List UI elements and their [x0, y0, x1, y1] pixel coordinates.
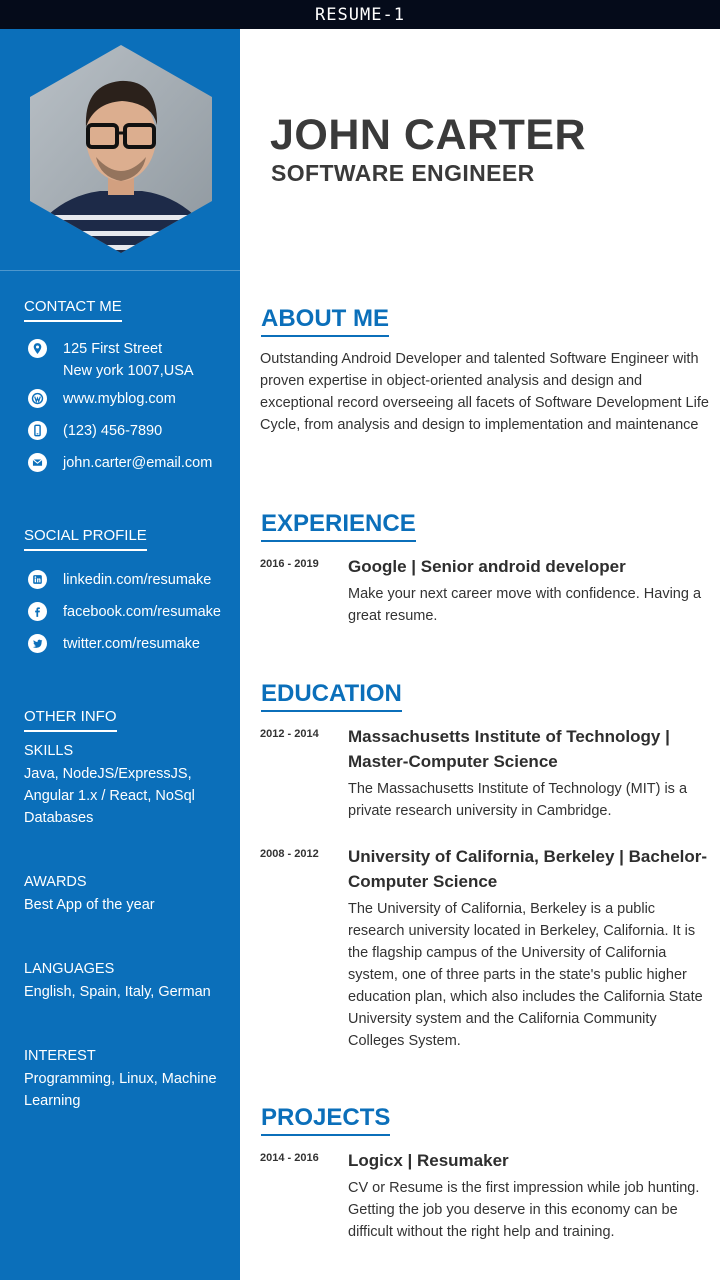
entry-title: Logicx | Resumaker: [348, 1151, 509, 1170]
awards-text: Best App of the year: [24, 897, 155, 913]
address-line-2: New york 1007,USA: [63, 363, 194, 379]
entry-years: 2014 - 2016: [260, 1152, 319, 1164]
projects-heading: PROJECTS: [261, 1104, 390, 1136]
awards-title: AWARDS: [24, 874, 87, 890]
address-line-1: 125 First Street: [63, 341, 163, 357]
social-linkedin[interactable]: [28, 569, 211, 591]
contact-phone: [28, 420, 162, 442]
social-twitter[interactable]: [28, 633, 200, 655]
sidebar-divider: [0, 270, 240, 271]
contact-email[interactable]: [28, 452, 212, 474]
entry-description: Make your next career move with confidence. Having a great resume.: [348, 586, 702, 624]
profile-photo: [30, 45, 212, 253]
social-heading: SOCIAL PROFILE: [24, 527, 147, 551]
experience-heading: EXPERIENCE: [261, 510, 416, 542]
phone-number: (123) 456-7890: [63, 423, 163, 439]
entry-years: 2012 - 2014: [260, 728, 319, 740]
contact-website[interactable]: [28, 388, 176, 410]
facebook-icon: [28, 602, 47, 621]
entry-description: CV or Resume is the first impression while job hunting. Getting the job you deserve in this economy can be difficult without the right help and training.: [348, 1180, 700, 1240]
sidebar: [0, 29, 240, 1280]
about-heading: ABOUT ME: [261, 305, 389, 337]
education-heading: EDUCATION: [261, 680, 402, 712]
about-text: Outstanding Android Developer and talented Software Engineer with proven expertise in object-oriented analysis and design and exceptional record overseeing all facets of Software Development Life Cycle, from analysis and design to implementation and maintenance: [260, 351, 709, 433]
twitter-link[interactable]: twitter.com/resumake: [63, 636, 200, 652]
app-title: RESUME-1: [315, 4, 405, 25]
envelope-icon: [28, 453, 47, 472]
linkedin-link[interactable]: linkedin.com/resumake: [63, 572, 212, 588]
other-info-heading: OTHER INFO: [24, 708, 117, 732]
location-pin-icon: [28, 339, 47, 358]
facebook-link[interactable]: facebook.com/resumake: [63, 604, 221, 620]
person-name: JOHN CARTER: [270, 111, 587, 159]
contact-address: [28, 338, 194, 382]
main-content: [240, 29, 720, 1280]
social-facebook[interactable]: [28, 601, 221, 623]
entry-years: 2016 - 2019: [260, 558, 319, 570]
linkedin-icon: [28, 570, 47, 589]
twitter-icon: [28, 634, 47, 653]
entry-years: 2008 - 2012: [260, 848, 319, 860]
contact-heading: CONTACT ME: [24, 298, 122, 322]
entry-description: The Massachusetts Institute of Technology (MIT) is a private research university in Cambridge.: [348, 781, 688, 819]
languages-title: LANGUAGES: [24, 961, 115, 977]
skills-title: SKILLS: [24, 743, 74, 759]
person-role: SOFTWARE ENGINEER: [271, 160, 535, 186]
wordpress-icon: [28, 389, 47, 408]
email-link[interactable]: john.carter@email.com: [63, 455, 213, 471]
languages-text: English, Spain, Italy, German: [24, 984, 211, 1000]
phone-icon: [28, 421, 47, 440]
website-link[interactable]: www.myblog.com: [63, 391, 176, 407]
entry-title: Google | Senior android developer: [348, 557, 626, 576]
app-title-bar: [0, 0, 720, 29]
entry-title: Massachusetts Institute of Technology | Master-Computer Science: [348, 727, 670, 771]
entry-description: The University of California, Berkeley is a public research university located in Berkeley, California. It is the flagship campus of the University of California system, one of three parts in the state's public higher education plan, which also includes the California State University system and the California Community Colleges System.: [348, 901, 703, 1049]
skills-text: Java, NodeJS/ExpressJS, Angular 1.x / React, NoSql Databases: [24, 766, 195, 826]
interest-text: Programming, Linux, Machine Learning: [24, 1071, 217, 1109]
entry-title: University of California, Berkeley | Bachelor-Computer Science: [348, 847, 708, 891]
interest-title: INTEREST: [24, 1048, 96, 1064]
